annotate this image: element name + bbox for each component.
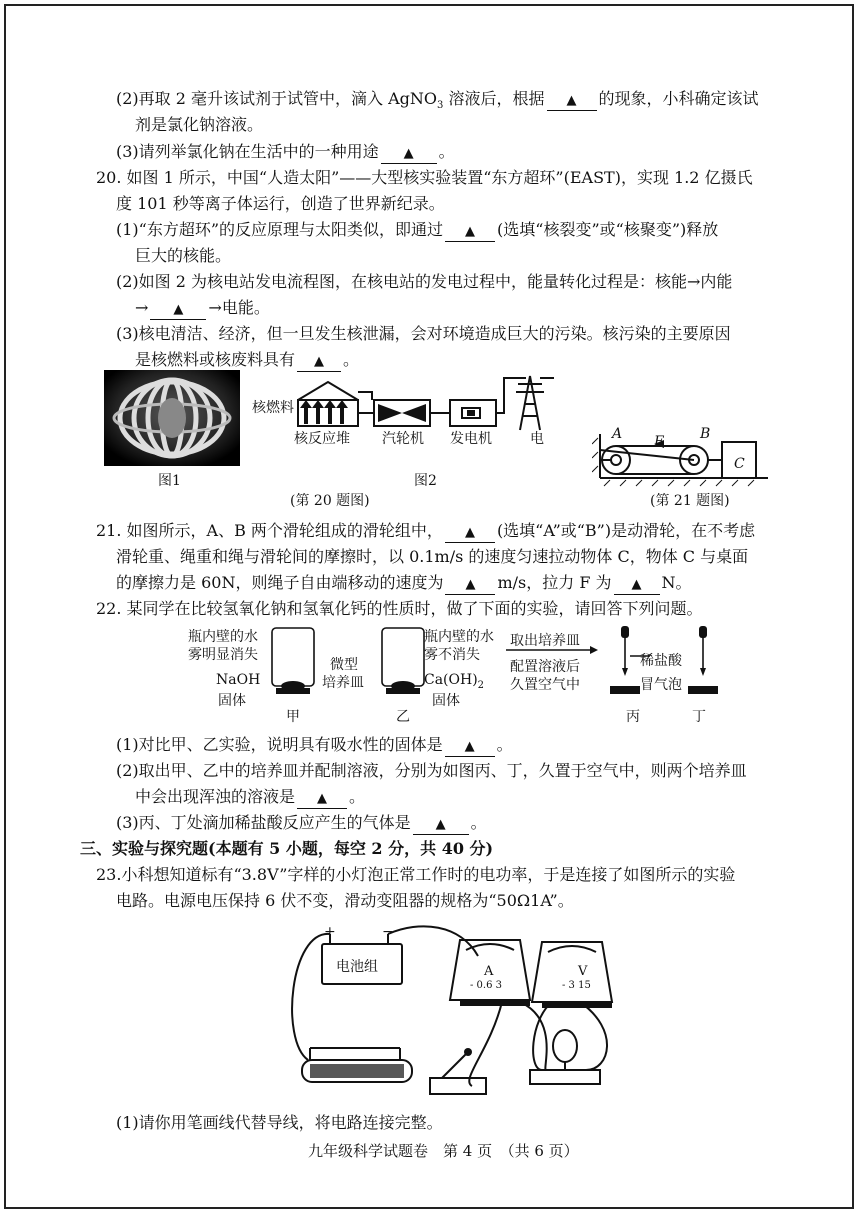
- q22-part3: (3)丙、丁处滴加稀盐酸反应产生的气体是 ▲ 。: [116, 812, 487, 835]
- q23-part1: (1)请你用笔画线代替导线，将电路连接完整。: [116, 1113, 443, 1132]
- q20-stem-line2: 度 101 秒等离子体运行，创造了世界新纪录。: [116, 194, 445, 213]
- voltmeter-scale: - 3 15: [562, 980, 591, 991]
- label-generator: 发电机: [450, 431, 492, 447]
- q20-part1-line2: 巨大的核能。: [135, 246, 232, 265]
- q21-line2: 滑轮重、绳重和绳与滑轮间的摩擦时，以 0.1m/s 的速度匀速拉动物体 C，物体 C 与桌面: [116, 547, 749, 566]
- q20-part2-line1: (2)如图 2 为核电站发电流程图，在核电站的发电过程中，能量转化过程是：核能→内能: [116, 272, 733, 291]
- page-footer: 九年级科学试题卷 第 4 页 （共 6 页）: [308, 1142, 579, 1160]
- q21-line1: 21. 如图所示，A、B 两个滑轮组成的滑轮组中， ▲ (选填“A”或“B”)是动滑轮，在不考虑: [96, 520, 755, 543]
- label-force-f: F: [654, 434, 664, 450]
- q19-part2-line2: 剂是氯化钠溶液。: [135, 115, 264, 134]
- fig1-caption: 图1: [158, 473, 181, 489]
- battery-minus: −: [382, 924, 394, 940]
- q20-figure-caption: (第 20 题图): [290, 493, 370, 509]
- arrow-label-1: 取出培养皿: [510, 633, 580, 649]
- label-reactor: 核反应堆: [294, 431, 350, 447]
- q23-line2: 电路。电源电压保持 6 伏不变，滑动变阻器的规格为“50Ω1A”。: [116, 891, 574, 910]
- q19-part2-line1: (2)再取 2 毫升该试剂于试管中，滴入 AgNO$_3$ 溶液后，根据 ▲ 的现象，小科确定该试: [116, 89, 759, 112]
- label-jia: 甲: [286, 709, 300, 725]
- voltmeter-label: V: [578, 964, 588, 979]
- label-electricity: 电: [530, 431, 544, 447]
- answer-blank[interactable]: ▲: [445, 522, 495, 543]
- answer-blank[interactable]: ▲: [297, 351, 341, 372]
- jia-solid-naoh: NaOH: [216, 672, 261, 688]
- label-pulley-a: A: [612, 426, 623, 442]
- yi-solid-label: 固体: [432, 693, 460, 709]
- q20-part1: (1)“东方超环”的反应原理与太阳类似，即通过 ▲ (选填“核裂变”或“核聚变”)释放: [116, 219, 718, 242]
- q22-part1: (1)对比甲、乙实验，说明具有吸水性的固体是 ▲ 。: [116, 734, 513, 757]
- q21-line3: 的摩擦力是 60N，则绳子自由端移动的速度为 ▲ m/s，拉力 F 为 ▲ N。: [116, 572, 692, 595]
- label-pulley-b: B: [700, 426, 711, 442]
- answer-blank[interactable]: ▲: [445, 221, 495, 242]
- battery-label: 电池组: [336, 959, 378, 975]
- bubbles-label: 冒气泡: [640, 677, 682, 693]
- arrow-label-2: 配置溶液后: [510, 659, 580, 675]
- jia-observation-1: 瓶内壁的水: [188, 629, 258, 645]
- q20-part2-line2: → ▲ →电能。: [135, 297, 270, 320]
- q20-part3-line1: (3)核电清洁、经济，但一旦发生核泄漏，会对环境造成巨大的污染。核污染的主要原因: [116, 324, 731, 343]
- yi-observation-1: 瓶内壁的水: [424, 629, 494, 645]
- battery-plus: +: [324, 924, 336, 940]
- yi-observation-2: 雾不消失: [424, 647, 480, 663]
- q20-stem-line1: 20. 如图 1 所示，中国“人造太阳”——大型核实验装置“东方超环”(EAST)，实现 1.2 亿摄氏: [96, 168, 753, 187]
- answer-blank[interactable]: ▲: [445, 736, 495, 757]
- label-object-c: C: [734, 456, 745, 472]
- dish-label-1: 微型: [330, 657, 358, 673]
- label-turbine: 汽轮机: [382, 431, 424, 447]
- jia-observation-2: 雾明显消失: [188, 647, 258, 663]
- jia-solid-label: 固体: [218, 693, 246, 709]
- q19-part3: (3)请列举氯化钠在生活中的一种用途 ▲ 。: [116, 141, 455, 164]
- label-bing: 丙: [626, 709, 640, 725]
- ammeter-label: A: [484, 964, 494, 979]
- label-yi: 乙: [396, 709, 410, 725]
- q23-line1: 23.小科想知道标有“3.8V”字样的小灯泡正常工作时的电功率，于是连接了如图所示的实验: [96, 865, 736, 884]
- answer-blank[interactable]: ▲: [614, 574, 660, 595]
- circuit-diagram: [280, 920, 660, 1110]
- ammeter-scale: - 0.6 3: [470, 980, 503, 991]
- answer-blank[interactable]: ▲: [297, 788, 347, 809]
- dilute-hcl-label: 稀盐酸: [640, 653, 682, 669]
- q21-figure-caption: (第 21 题图): [650, 493, 730, 509]
- section-3-heading: 三、实验与探究题(本题有 5 小题，每空 2 分，共 40 分): [80, 839, 494, 858]
- arrow-label-3: 久置空气中: [510, 677, 580, 693]
- dish-label-2: 培养皿: [322, 675, 364, 691]
- q22-stem: 22. 某同学在比较氢氧化钠和氢氧化钙的性质时，做了下面的实验，请回答下列问题。: [96, 599, 703, 618]
- answer-blank[interactable]: ▲: [445, 574, 495, 595]
- answer-blank[interactable]: ▲: [547, 90, 597, 111]
- q20-part3-line2: 是核燃料或核废料具有 ▲ 。: [135, 349, 359, 372]
- label-ding: 丁: [692, 709, 706, 725]
- tokamak-photo: [104, 370, 240, 466]
- label-nuclear-fuel: 核燃料: [252, 400, 294, 416]
- yi-solid-caoh2: $Ca(OH)_2$: [424, 672, 485, 691]
- answer-blank[interactable]: ▲: [150, 299, 206, 320]
- q22-part2-line2: 中会出现浑浊的溶液是 ▲ 。: [135, 786, 365, 809]
- fig2-caption: 图2: [414, 473, 437, 489]
- answer-blank[interactable]: ▲: [413, 814, 469, 835]
- answer-blank[interactable]: ▲: [381, 143, 437, 164]
- q22-part2-line1: (2)取出甲、乙中的培养皿并配制溶液，分别为如图丙、丁，久置于空气中，则两个培养皿: [116, 761, 747, 780]
